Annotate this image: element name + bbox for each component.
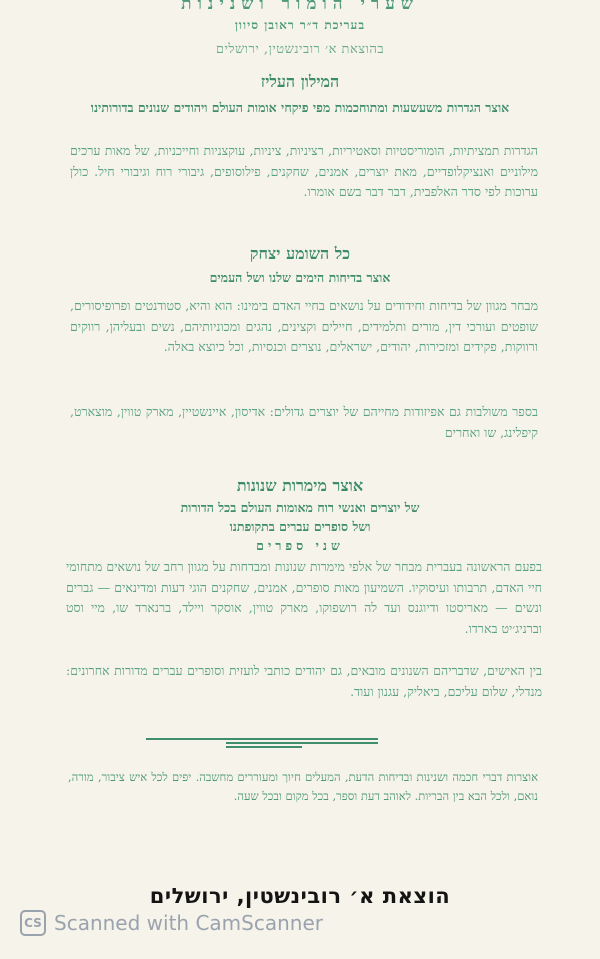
camscanner-logo-icon: CS [20, 910, 46, 936]
section-paragraph: מבחר מגוון של בדיחות וחידודים על נושאים בחיי האדם בימינו: הוא והיא, סטודנטים ופרופיסורים, שופטים ועורכי דין, מורים ותלמידים, חיילים וקצינים, נהגים ומכוניותיהם, נשים ובעליהן, רווקים ורווקות, פקידים ומזכירות, יהודים, ישראלים, נוצרים וכנסיות, וכל כיוצא באלה. [70, 298, 538, 354]
publisher-credit: בהוצאת א׳ רובינשטין, ירושלים [215, 42, 385, 57]
divider-rule [226, 742, 378, 744]
section-paragraph: בפעם הראשונה בעברית מבחר של אלפי מימרות שנונות ומבדחות על מגוון רחב של נושאים מתחומי חיי האדם, תרבותו ועיסוקיו. השמיעון מאות סופרים, אמנים, שחקנים הוגי דעות ומדינאים — גברים ונשים — מאריסטו ודיוגנס ועד לה רושפוקו, מארק טווין, אוסקר ויילד, ברנארד שו, מיי וסט וברניג׳יט בארדו. [66, 559, 542, 636]
editor-credit: בעריכת ד״ר ראובן סיוון [234, 18, 366, 32]
bottom-publisher: הוצאת א׳ רובינשטין, ירושלים [149, 884, 451, 908]
section-subtitle-line: של יוצרים ואנשי רוח מאומות העולם בכל הדורות [180, 500, 420, 515]
series-title: שערי הומור ושנינות [181, 0, 419, 14]
section-paragraph: הגדרות תמציתיות, הומוריסטיות וסאטיריות, רציניות, ציניות, עוקצניות וחייכניות, של מאות ערכים מילוניים ואנציקלופדיים, מאת יוצרים, אמנים, שחקנים, פילוסופים, גיבורי רוח וגיבורי חיל. כולן ערוכות לפי סדר האלפבית, דבר דבר בשם אומרו. [70, 143, 538, 199]
scanner-watermark [20, 910, 323, 936]
footer-note: אוצרות דברי חכמה ושנינות ובדיחות הדעת, המעלים חיוך ומעוררים מחשבה. יפים לכל איש ציבור, מורה, נואם, ולכל הבא בין הבריות. לאוהב דעת וספר, בכל מקום ובכל שעה. [68, 770, 538, 803]
section-title-happy-dictionary: המילון העליז [260, 72, 340, 91]
divider-rule [226, 746, 302, 748]
watermark-text: Scanned with CamScanner [54, 911, 323, 935]
section-title-witty-sayings: אוצר מימרות שנונות [236, 476, 364, 495]
divider-rule [146, 738, 378, 740]
section-subtitle-line: ושל סופרים עברים בתקופתנו [229, 519, 371, 534]
section-subtitle-whoever-hears: אוצר בדיחות הימים שלנו ושל העמים [209, 270, 391, 285]
section-paragraph: בין האישים, שדבריהם השנונים מובאים, גם יהודים כותבי לועזית וסופרים עברים מדורות אחרונים: מנדלי, שלום עליכם, ביאליק, עגנון ועוד. [66, 663, 542, 699]
section-paragraph: בספר משולבות גם אפיזודות מחייהם של יוצרים גדולים: אדיסון, איינשטיין, מארק טווין, מוצארט, קיפלינג, שו ואחרים [70, 404, 538, 440]
section-title-whoever-hears: כל השומע יצחק [249, 244, 351, 263]
section-subtitle-happy-dictionary: אוצר הגדרות משעשעות ומתוחכמות מפי פיקחי אומות העולם ויהודים שנונים בדורותינו [90, 100, 510, 115]
section-subtitle-line: שני ספרים [256, 538, 344, 553]
